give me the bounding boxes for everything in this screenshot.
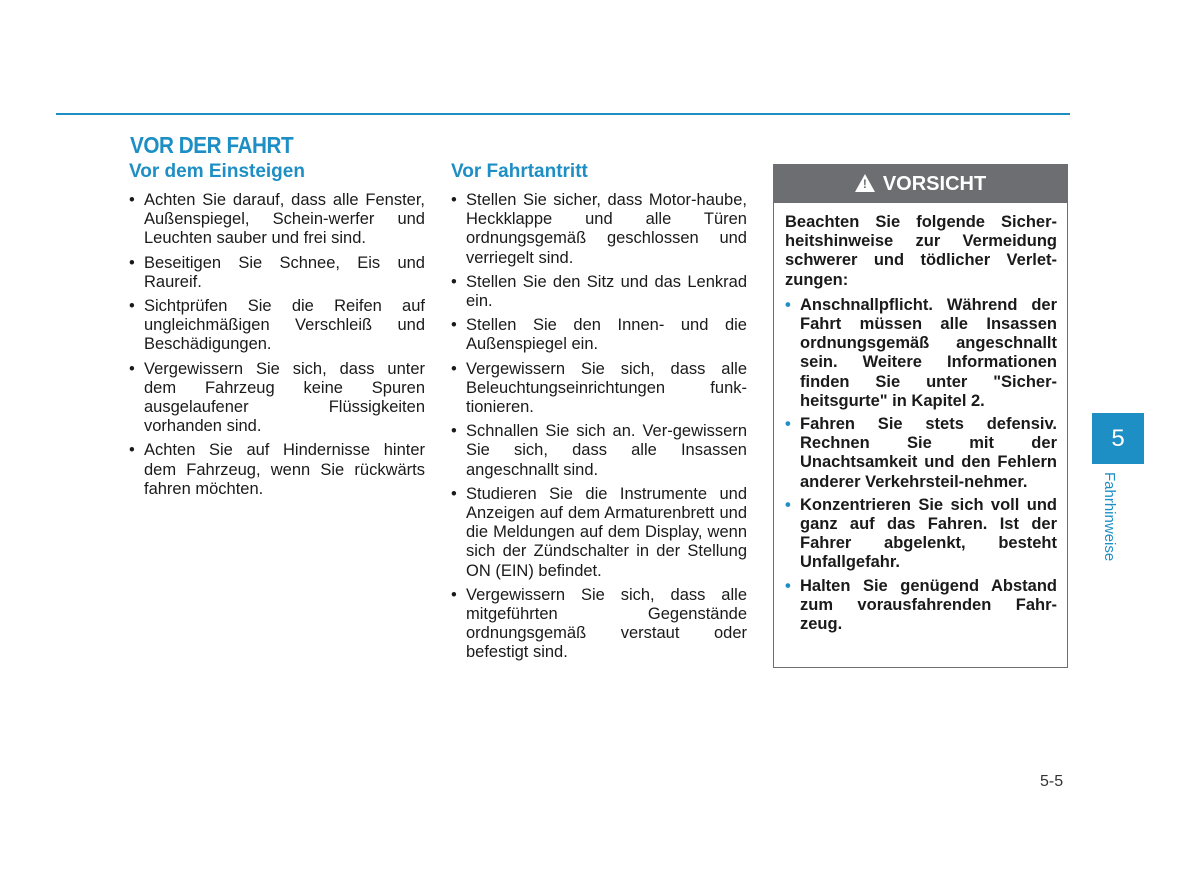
list-item: • Vergewissern Sie sich, dass alle mitgeführten Gegenstände ordnungsgemäß verstaut oder befestigt sind.	[451, 586, 747, 663]
caution-intro: Beachten Sie folgende Sicher-heitshinweise zur Vermeidung schwerer und tödlicher Verlet-zungen:	[785, 213, 1057, 289]
caution-item: • Konzentrieren Sie sich voll und ganz auf das Fahren. Ist der Fahrer abgelenkt, besteht Unfallgefahr.	[785, 496, 1057, 573]
bullet-list	[129, 191, 425, 499]
page-number: 5-5	[1040, 773, 1064, 790]
list-item: • Vergewissern Sie sich, dass unter dem Fahrzeug keine Spuren ausgelaufener Flüssigkeiten vorhanden sind.	[129, 360, 425, 437]
list-item: • Stellen Sie den Sitz und das Lenkrad ein.	[451, 273, 747, 311]
caution-item: • Fahren Sie stets defensiv. Rechnen Sie mit der Unachtsamkeit und den Fehlern anderer Verkehrsteil-nehmer.	[785, 415, 1057, 492]
list-item: • Achten Sie auf Hindernisse hinter dem Fahrzeug, wenn Sie rückwärts fahren möchten.	[129, 441, 425, 499]
caution-box	[773, 164, 1068, 668]
bullet-list	[451, 191, 747, 663]
list-item: • Achten Sie darauf, dass alle Fenster, Außenspiegel, Schein-werfer und Leuchten sauber und frei sind.	[129, 191, 425, 249]
list-item: • Stellen Sie sicher, dass Motor-haube, Heckklappe und alle Türen ordnungsgemäß geschlossen und verriegelt sind.	[451, 191, 747, 268]
caution-item: • Anschnallpflicht. Während der Fahrt müssen alle Insassen ordnungsgemäß angeschnallt sein. Weitere Informationen finden Sie unter "Sicher-heitsgurte" in Kapitel 2.	[785, 296, 1057, 411]
caution-title: VORSICHT	[882, 172, 987, 195]
column-heading: Vor dem Einsteigen	[129, 161, 305, 182]
column-before-entering	[129, 161, 425, 504]
list-item: • Studieren Sie die Instrumente und Anzeigen auf dem Armaturenbrett und die Meldungen auf dem Display, wenn sich der Zündschalter in der Stellung ON (EIN) befindet.	[451, 485, 747, 581]
chapter-tab: 5	[1092, 413, 1144, 464]
caution-body	[774, 203, 1067, 634]
list-item: • Beseitigen Sie Schnee, Eis und Raureif.	[129, 254, 425, 292]
list-item: • Schnallen Sie sich an. Ver-gewissern Sie sich, dass alle Insassen angeschnallt sind.	[451, 422, 747, 480]
top-rule	[56, 113, 1070, 115]
list-item: • Vergewissern Sie sich, dass alle Beleuchtungseinrichtungen funk-tionieren.	[451, 360, 747, 418]
column-before-driving	[451, 161, 747, 668]
column-heading: Vor Fahrtantritt	[451, 161, 588, 182]
list-item: • Stellen Sie den Innen- und die Außenspiegel ein.	[451, 316, 747, 354]
caution-header	[774, 165, 1067, 203]
caution-list	[785, 296, 1057, 634]
section-title: VOR DER FAHRT	[130, 132, 294, 158]
warning-triangle-icon: !	[855, 174, 875, 192]
caution-item: • Halten Sie genügend Abstand zum vorausfahrenden Fahr-zeug.	[785, 577, 1057, 635]
chapter-label: Fahrhinweise	[1101, 472, 1118, 562]
list-item: • Sichtprüfen Sie die Reifen auf ungleichmäßigen Verschleiß und Beschädigungen.	[129, 297, 425, 355]
